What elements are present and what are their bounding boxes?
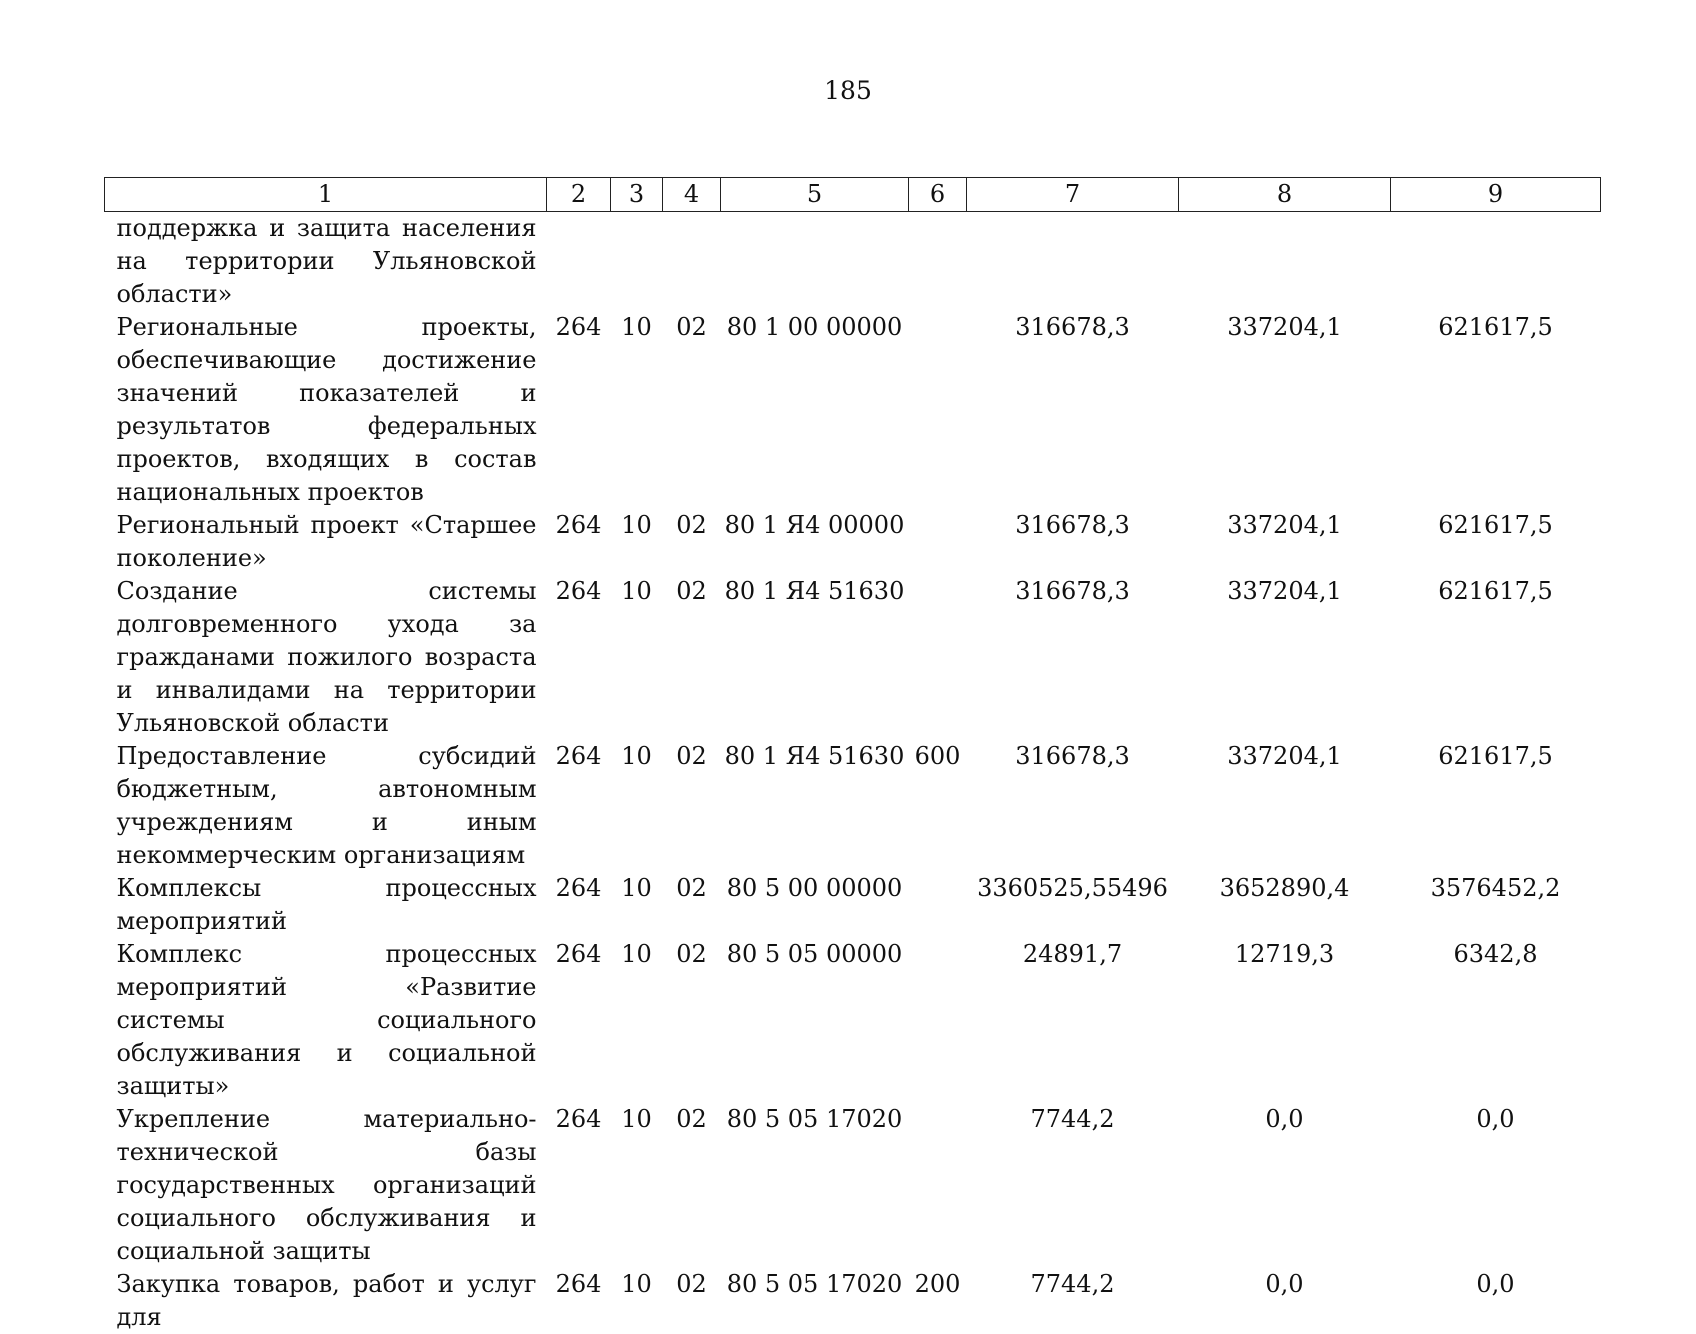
row-cell-col-6 — [909, 509, 967, 575]
row-cell-col-3: 10 — [621, 577, 652, 605]
row-cell-col-5: 80 1 Я4 51630 — [724, 577, 905, 605]
row-cell-col-3: 10 — [621, 313, 652, 341]
row-cell-col-8: 12719,3 — [1234, 940, 1335, 968]
row-cell-col-9: 0,0 — [1476, 1270, 1515, 1298]
row-cell-col-9: 6342,8 — [1453, 940, 1538, 968]
row-cell-col-4: 02 — [676, 1270, 707, 1298]
row-cell-col-9: 621617,5 — [1438, 742, 1553, 770]
table-row — [105, 938, 1601, 1103]
row-cell-col-6: 600 — [914, 742, 961, 770]
row-cell-col-5: 80 5 00 00000 — [726, 874, 903, 902]
row-cell-col-5: 80 5 05 17020 — [726, 1270, 903, 1298]
row-cell-col-6 — [909, 311, 967, 509]
row-cell-col-3: 10 — [621, 940, 652, 968]
row-cell-col-2: 264 — [555, 874, 602, 902]
row-cell-col-5 — [721, 212, 909, 312]
row-cell-col-7: 316678,3 — [1015, 511, 1130, 539]
row-cell-col-9: 621617,5 — [1438, 577, 1553, 605]
row-cell-col-2: 264 — [555, 940, 602, 968]
budget-table — [104, 177, 1601, 1334]
row-description: Региональные проекты, обеспечивающие достижение значений показателей и результатов федеральных проектов, входящих в состав национальных проектов — [116, 313, 537, 506]
table-row — [105, 740, 1601, 872]
row-cell-col-4: 02 — [676, 313, 707, 341]
row-cell-col-8: 0,0 — [1265, 1105, 1304, 1133]
table-row — [105, 872, 1601, 938]
header-row — [105, 178, 1601, 212]
row-cell-col-3: 10 — [621, 1105, 652, 1133]
row-cell-col-6 — [909, 938, 967, 1103]
row-cell-col-4 — [663, 212, 721, 312]
row-cell-col-4: 02 — [676, 940, 707, 968]
row-cell-col-6 — [909, 1103, 967, 1268]
row-cell-col-3: 10 — [621, 511, 652, 539]
row-cell-col-9: 621617,5 — [1438, 313, 1553, 341]
row-cell-col-6 — [909, 872, 967, 938]
row-cell-col-5: 80 5 05 17020 — [726, 1105, 903, 1133]
row-cell-col-7: 3360525,55496 — [977, 874, 1168, 902]
row-cell-col-7 — [967, 212, 1179, 312]
row-cell-col-8: 337204,1 — [1227, 742, 1342, 770]
row-cell-col-6: 200 — [914, 1270, 961, 1298]
row-cell-col-8: 337204,1 — [1227, 313, 1342, 341]
row-cell-col-7: 316678,3 — [1015, 577, 1130, 605]
column-header-6: 6 — [909, 178, 967, 212]
column-header-9: 9 — [1391, 178, 1601, 212]
table-row — [105, 311, 1601, 509]
row-description: Региональный проект «Старшее поколение» — [116, 511, 537, 572]
row-description: Комплекс процессных мероприятий «Развитие системы социального обслуживания и социальной защиты» — [116, 940, 537, 1100]
row-cell-col-9: 621617,5 — [1438, 511, 1553, 539]
row-cell-col-5: 80 1 Я4 51630 — [724, 742, 905, 770]
column-header-4: 4 — [663, 178, 721, 212]
row-cell-col-4: 02 — [676, 874, 707, 902]
row-cell-col-2: 264 — [555, 511, 602, 539]
row-cell-col-8: 3652890,4 — [1219, 874, 1350, 902]
table-row — [105, 1103, 1601, 1268]
row-cell-col-5: 80 5 05 00000 — [726, 940, 903, 968]
row-cell-col-7: 316678,3 — [1015, 313, 1130, 341]
row-cell-col-9: 0,0 — [1476, 1105, 1515, 1133]
row-cell-col-3: 10 — [621, 874, 652, 902]
column-header-2: 2 — [547, 178, 611, 212]
column-header-5: 5 — [721, 178, 909, 212]
column-header-1: 1 — [105, 178, 547, 212]
row-description: поддержка и защита населения на территории Ульяновской области» — [116, 214, 537, 308]
row-cell-col-9 — [1391, 212, 1601, 312]
row-cell-col-8 — [1179, 212, 1391, 312]
table-row — [105, 212, 1601, 312]
row-description: Укрепление материально-технической базы государственных организаций социального обслуживания и социальной защиты — [116, 1105, 537, 1265]
table-row — [105, 1268, 1601, 1334]
row-description: Создание системы долговременного ухода за гражданами пожилого возраста и инвалидами на территории Ульяновской области — [116, 577, 537, 737]
row-cell-col-6 — [909, 575, 967, 740]
row-cell-col-2 — [547, 212, 611, 312]
row-cell-col-2: 264 — [555, 1270, 602, 1298]
row-description: Закупка товаров, работ и услуг для — [116, 1270, 537, 1331]
row-cell-col-9: 3576452,2 — [1430, 874, 1561, 902]
row-description: Предоставление субсидий бюджетным, автономным учреждениям и иным некоммерческим организациям — [116, 742, 537, 869]
row-cell-col-3 — [611, 212, 663, 312]
page-number: 185 — [824, 76, 872, 105]
row-cell-col-7: 316678,3 — [1015, 742, 1130, 770]
table-row — [105, 575, 1601, 740]
row-cell-col-4: 02 — [676, 1105, 707, 1133]
row-cell-col-8: 0,0 — [1265, 1270, 1304, 1298]
row-cell-col-5: 80 1 Я4 00000 — [724, 511, 905, 539]
row-cell-col-3: 10 — [621, 1270, 652, 1298]
row-cell-col-4: 02 — [676, 742, 707, 770]
column-header-3: 3 — [611, 178, 663, 212]
row-cell-col-8: 337204,1 — [1227, 511, 1342, 539]
row-cell-col-4: 02 — [676, 511, 707, 539]
row-cell-col-2: 264 — [555, 1105, 602, 1133]
row-cell-col-5: 80 1 00 00000 — [726, 313, 903, 341]
column-header-7: 7 — [967, 178, 1179, 212]
row-cell-col-8: 337204,1 — [1227, 577, 1342, 605]
row-cell-col-6 — [909, 212, 967, 312]
row-cell-col-4: 02 — [676, 577, 707, 605]
row-description: Комплексы процессных мероприятий — [116, 874, 537, 935]
row-cell-col-2: 264 — [555, 577, 602, 605]
row-cell-col-7: 7744,2 — [1030, 1270, 1115, 1298]
table-row — [105, 509, 1601, 575]
row-cell-col-2: 264 — [555, 742, 602, 770]
row-cell-col-3: 10 — [621, 742, 652, 770]
row-cell-col-7: 7744,2 — [1030, 1105, 1115, 1133]
column-header-8: 8 — [1179, 178, 1391, 212]
row-cell-col-7: 24891,7 — [1022, 940, 1123, 968]
row-cell-col-2: 264 — [555, 313, 602, 341]
